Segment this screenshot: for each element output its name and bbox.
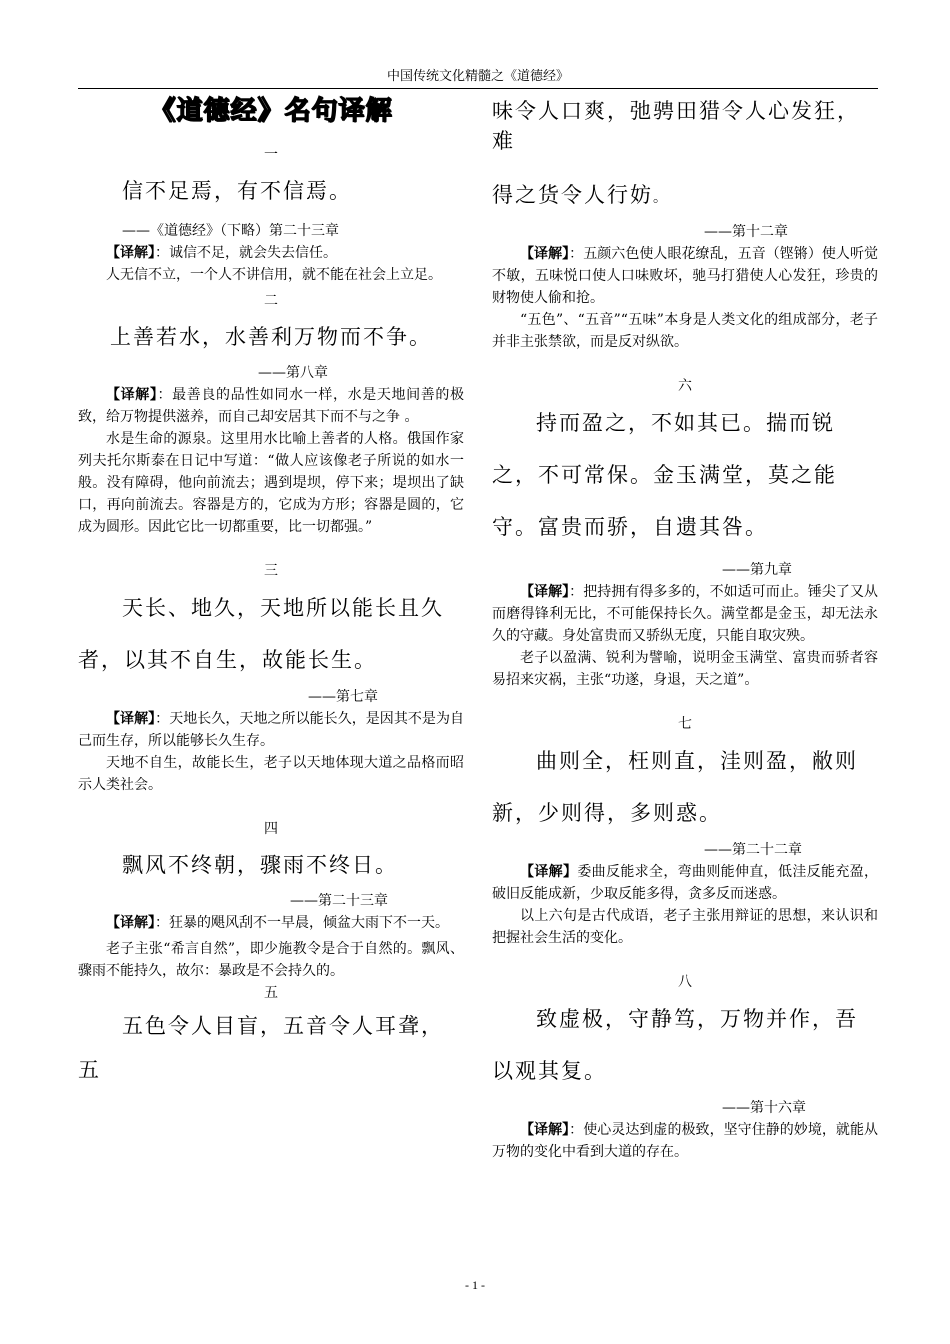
section-quote: 飘风不终朝，骤雨不终日。	[122, 853, 398, 877]
section-explanation	[492, 581, 878, 647]
section-paragraph: 天地不自生，故能长生，老子以天地体现大道之品格而昭示人类社会。	[78, 755, 464, 793]
page-title: 《道德经》名句译解	[149, 96, 393, 126]
section-number: 七	[678, 716, 692, 732]
section-number: 六	[678, 378, 692, 394]
section-quote: 天长、地久，天地所以能长且久者，以其不自生，故能长生。	[78, 596, 444, 672]
section-paragraph: 老子以盈满、锐利为譬喻，说明金玉满堂、富贵而骄者容易招来灾祸，主张“功遂，身退，天之道”。	[492, 650, 878, 688]
explain-label: 【译解】	[106, 711, 156, 727]
explain-label: 【译解】	[106, 245, 155, 261]
explain-text: ：五颜六色使人眼花缭乱，五音（铿锵）使人听觉不敏，五味悦口使人口味败坏，驰马打猎使人心发狂，珍贵的财物使人偷和抢。	[492, 246, 879, 306]
section-number: 四	[264, 821, 278, 837]
section-number: 五	[264, 985, 278, 1001]
explain-text: ：诚信不足，就会失去信任。	[155, 245, 337, 261]
explain-label: 【译解】	[520, 246, 570, 262]
explain-label: 【译解】	[106, 387, 158, 403]
section-explanation	[78, 384, 464, 428]
section-paragraph: 老子主张“希言自然”，即少施教令是合于自然的。飘风、骤雨不能持久，故尔：暴政是不会持久的。	[78, 941, 464, 979]
section-quote: 五色令人目盲，五音令人耳聋，五	[78, 1014, 444, 1082]
section-number: 一	[264, 147, 278, 163]
section-paragraph: 水是生命的源泉。这里用水比喻上善者的人格。俄国作家列夫托尔斯泰在日记中写道：“做人应该像老子所说的如水一般。没有障碍，他向前流去；遇到堤坝，停下来；堤坝出了缺口，再向前流去。容器是方的，它成为方形；容器是圆的，它成为圆形。因此它比一切都重要，比一切都强。”	[78, 431, 464, 535]
section-explanation	[492, 243, 878, 309]
section-paragraph: 人无信不立，一个人不讲信用，就不能在社会上立足。	[106, 267, 442, 283]
explain-label: 【译解】	[520, 584, 570, 600]
explain-text: ：天地长久，天地之所以能长久，是因其不是为自己而生存，所以能够长久生存。	[78, 711, 465, 749]
section-cite: ——第八章	[258, 365, 328, 381]
section-cite: ——《道德经》（下略）第二十三章	[122, 223, 339, 239]
section-paragraph: 以上六句是古代成语，老子主张用辩证的思想，来认识和把握社会生活的变化。	[492, 908, 878, 946]
section-number: 三	[264, 563, 278, 579]
quote-end: 。	[653, 190, 669, 206]
section-quote-cont	[492, 180, 878, 213]
section-number: 八	[678, 974, 692, 990]
explain-text: ：使心灵达到虚的极致，坚守住静的妙境，就能从万物的变化中看到大道的存在。	[492, 1122, 879, 1160]
page-number: - 1 -	[465, 1278, 485, 1292]
section-explanation	[78, 708, 464, 752]
explain-text: ：把持拥有得多多的，不如适可而止。锤尖了又从而磨得锋利无比，不可能保持长久。满堂都是金玉，却无法永久的守藏。身处富贵而又骄纵无度，只能自取灾殃。	[492, 584, 879, 644]
explain-label: 【译解】	[106, 915, 155, 931]
section-number: 二	[264, 293, 278, 309]
section-quote: 持而盈之，不如其已。揣而锐之，不可常保。金玉满堂，莫之能守。富贵而骄，自遗其咎。	[492, 411, 837, 539]
section-explanation	[78, 912, 464, 934]
section-cite: ——第二十三章	[290, 893, 388, 909]
explain-text: ：最善良的品性如同水一样，水是天地间善的极致，给万物提供滋养，而自己却安居其下而不与之争 。	[78, 387, 464, 425]
section-cite: ——第十二章	[704, 224, 788, 240]
running-header: 中国传统文化精髓之《道德经》	[78, 66, 878, 89]
section-quote-cont: 味令人口爽，弛骋田猎令人心发狂，难	[492, 99, 860, 153]
explain-text: 委曲反能求全，弯曲则能伸直，低洼反能充盈，破旧反能成新，少取反能多得，贪多反而迷惑。	[492, 864, 879, 902]
quote-text: 得之货令人行妨	[492, 183, 653, 207]
section-quote: 上善若水，水善利万物而不争。	[110, 325, 432, 349]
explain-text: ：狂暴的飓风刮不一早晨，倾盆大雨下不一天。	[155, 915, 449, 931]
section-cite: ——第九章	[722, 562, 792, 578]
section-explanation	[78, 242, 464, 264]
section-cite: ——第七章	[308, 689, 378, 705]
section-paragraph: “五色”、“五音”“五味”本身是人类文化的组成部分，老子并非主张禁欲，而是反对纵欲。	[492, 312, 878, 350]
section-explanation	[492, 1119, 878, 1163]
section-quote: 致虚极，守静笃，万物并作，吾以观其复。	[492, 1007, 858, 1083]
explain-label: 【译解】	[520, 864, 578, 880]
section-explanation	[492, 861, 878, 905]
left-column	[78, 96, 464, 1092]
section-quote: 信不足焉，有不信焉。	[122, 179, 352, 203]
section-cite: ——第二十二章	[704, 842, 802, 858]
explain-label: 【译解】	[520, 1122, 570, 1138]
section-cite: ——第十六章	[722, 1100, 806, 1116]
right-column	[492, 96, 878, 1163]
section-quote: 曲则全，枉则直，洼则盈，敝则新，少则得，多则惑。	[492, 749, 858, 825]
